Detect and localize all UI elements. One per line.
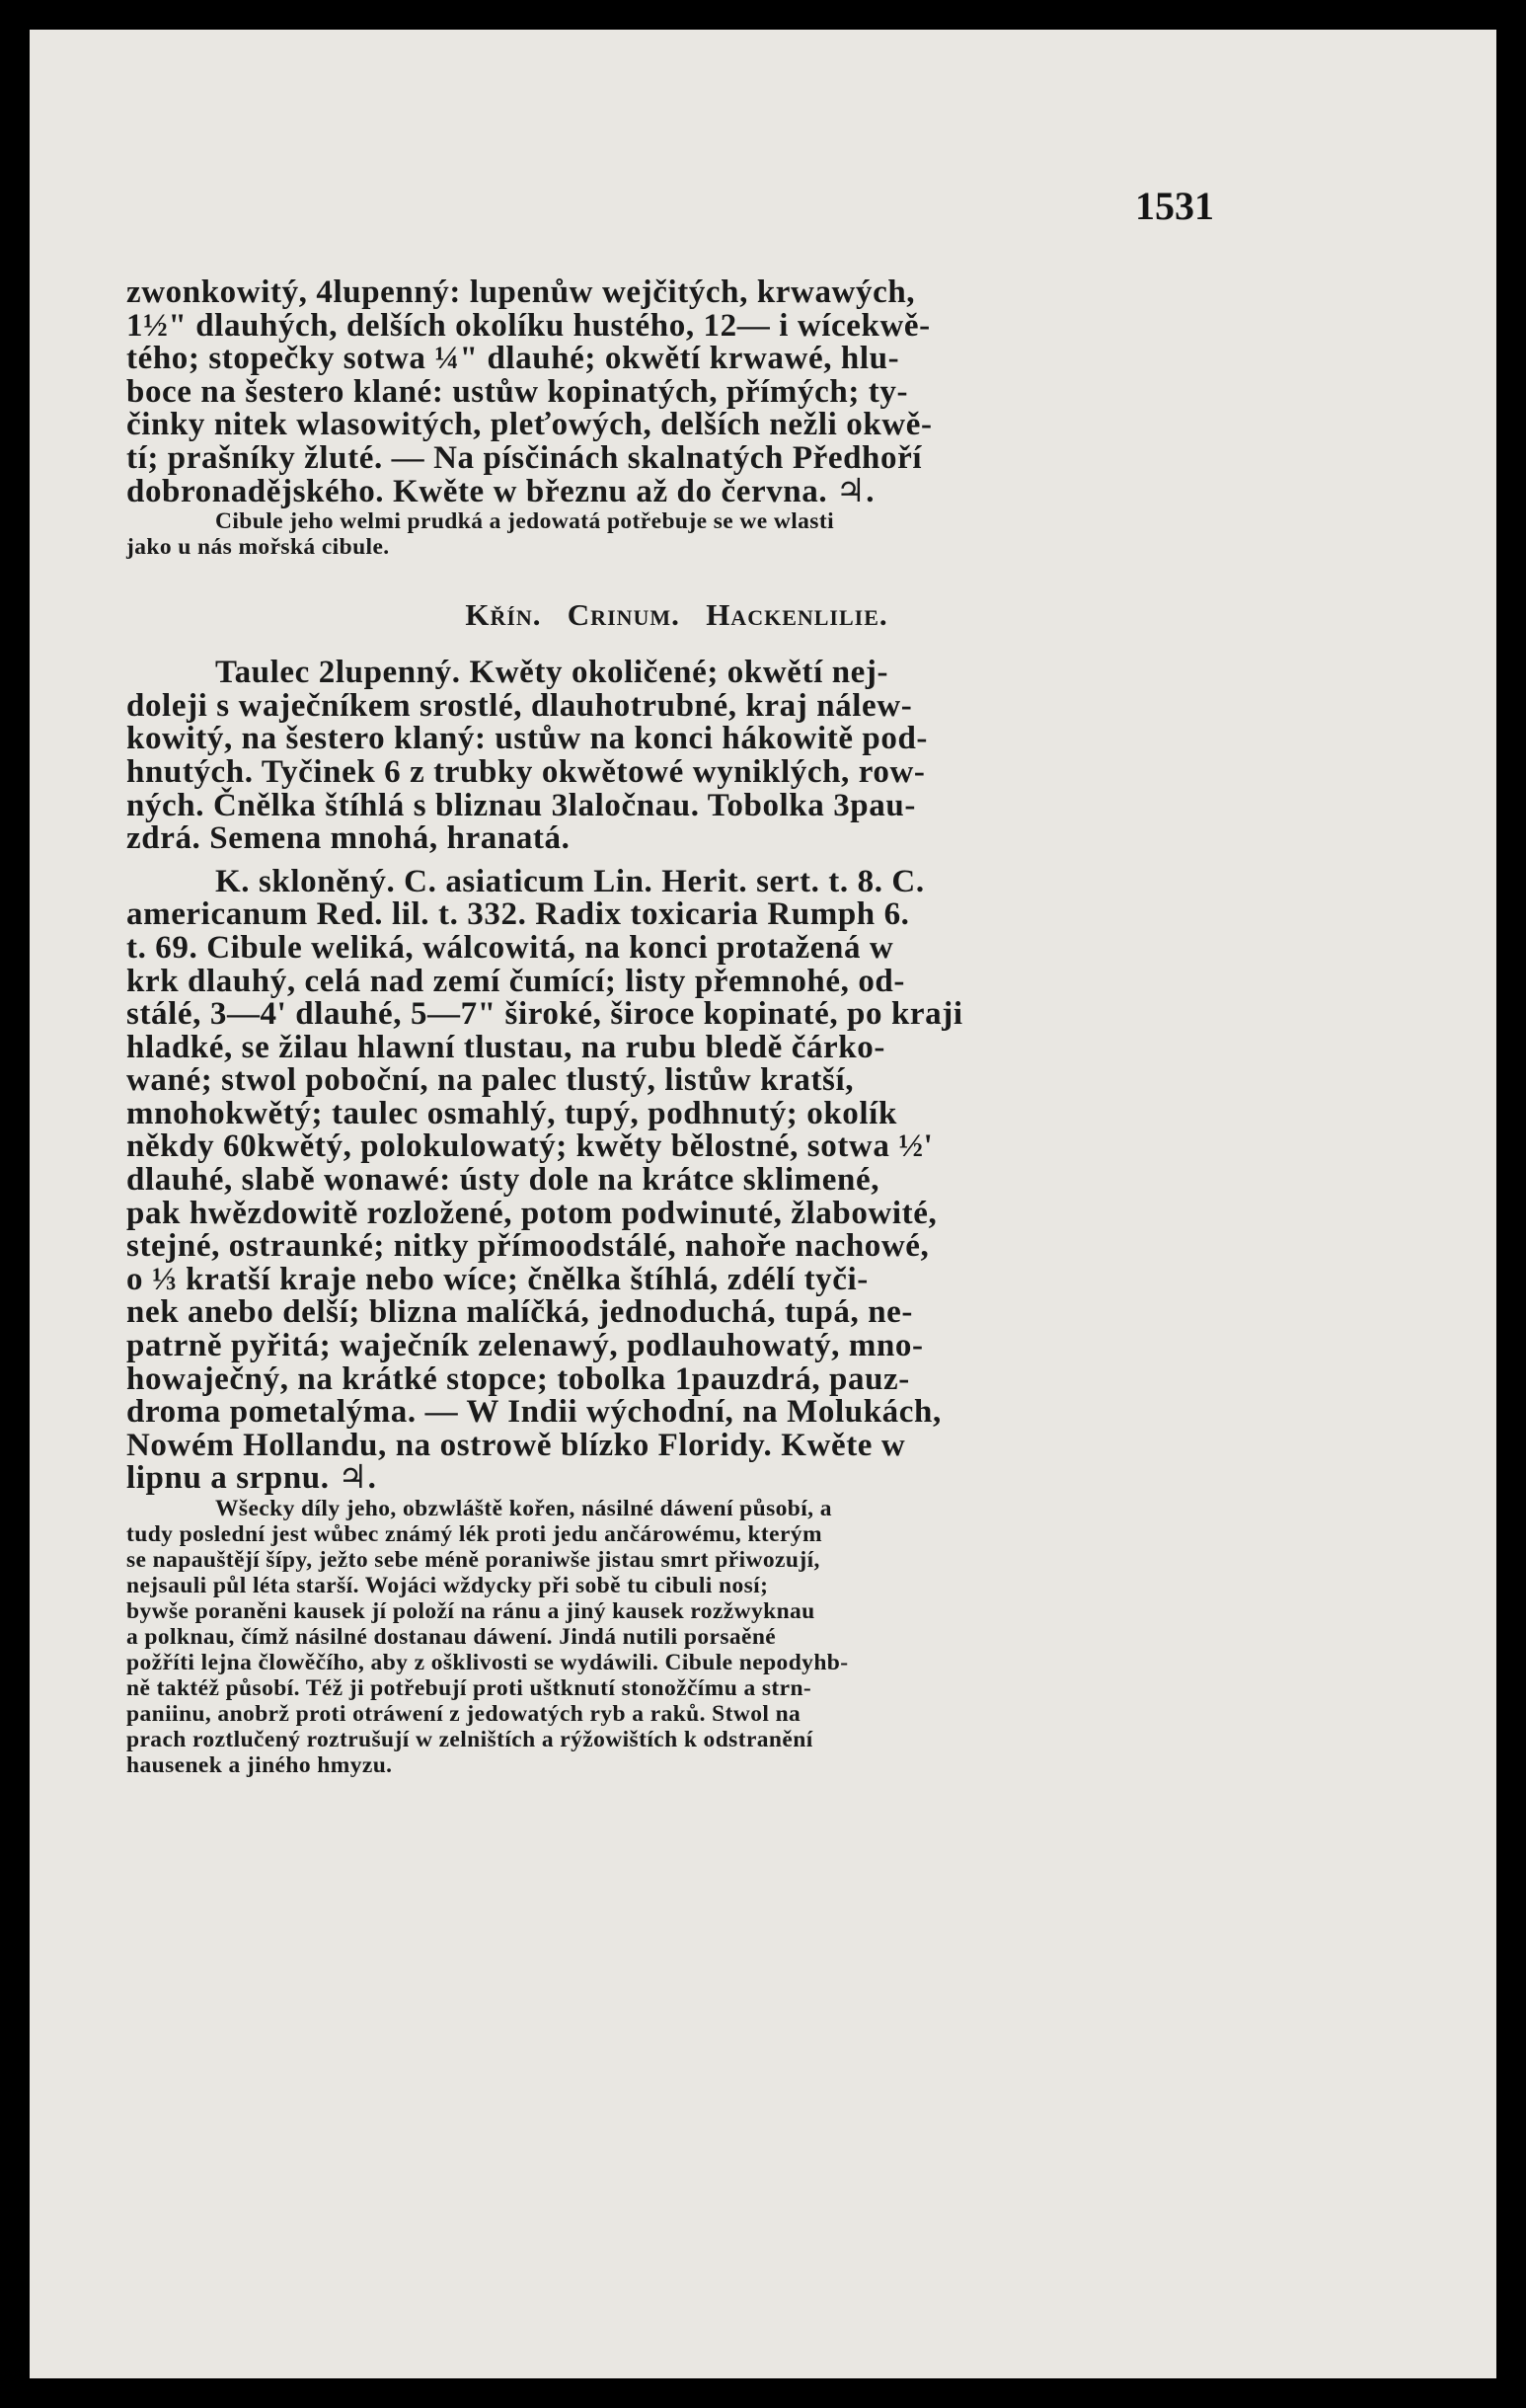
text-line: howaječný, na krátké stopce; tobolka 1pauzdrá, pauz-: [126, 1360, 910, 1397]
book-page: [30, 30, 1496, 2378]
note-line: se napauštějí šípy, ježto sebe méně poraniwše jistau smrt přiwozují,: [126, 1547, 820, 1573]
text-line: kowitý, na šestero klaný: ustůw na konci hákowitě pod-: [126, 721, 929, 757]
text-line: mnohokwětý; taulec osmahlý, tupý, podhnutý; okolík: [126, 1095, 897, 1131]
heading-german: Hackenlilie.: [706, 597, 888, 633]
page-number: 1531: [1135, 184, 1214, 228]
text-line: hladké, se žilau hlawní tlustau, na rubu bledě čárko-: [126, 1029, 885, 1065]
text-line: stálé, 3—4' dlauhé, 5—7" široké, široce kopinaté, po kraji: [126, 996, 963, 1033]
heading-latin: Crinum.: [567, 597, 680, 633]
text-line: krk dlauhý, celá nad zemí čumící; listy přemnohé, od-: [126, 963, 905, 999]
footnote-2: [126, 1496, 1227, 1778]
text-line: tého; stopečky sotwa ¼" dlauhé; okwětí krwawé, hlu-: [126, 341, 900, 377]
text-line: tí; prašníky žluté. — Na písčinách skalnatých Předhoří: [126, 439, 923, 476]
text-line: dobronadějského. Kwěte w březnu až do června. ♃.: [126, 473, 876, 509]
note-line: Cibule jeho welmi prudká a jedowatá potřebuje se we wlasti: [215, 508, 834, 535]
text-line: hnutých. Tyčinek 6 z trubky okwětowé wyniklých, row-: [126, 753, 926, 790]
genus-heading: [126, 595, 1227, 635]
text-line: wané; stwol poboční, na palec tlustý, listůw kratší,: [126, 1062, 855, 1099]
note-line: hausenek a jiného hmyzu.: [126, 1752, 393, 1778]
note-line: požříti lejna člowěčího, aby z ošklivosti se wydáwili. Cibule nepodyhb-: [126, 1650, 849, 1675]
text-line: Nowém Hollandu, na ostrowě blízko Floridy. Kwěte w: [126, 1427, 906, 1463]
note-line: paniinu, anobrž proti otráwení z jedowatých ryb a raků. Stwol na: [126, 1701, 801, 1727]
text-line: t. 69. Cibule weliká, wálcowitá, na konci protažená w: [126, 929, 894, 966]
text-line: zwonkowitý, 4lupenný: lupenůw wejčitých, krwawých,: [126, 274, 916, 310]
note-line: prach roztlučený roztrušují w zelništích a rýžowištích k odstranění: [126, 1727, 813, 1752]
note-line: tudy poslední jest wůbec známý lék proti jedu ančárowému, kterým: [126, 1521, 822, 1547]
paragraph-2: [126, 657, 1227, 856]
text-column: [126, 276, 1227, 1778]
heading-czech: Křín.: [465, 597, 542, 633]
text-line: americanum Red. lil. t. 332. Radix toxicaria Rumph 6.: [126, 896, 910, 933]
text-line: K. skloněný. C. asiaticum Lin. Herit. sert. t. 8. C.: [215, 863, 925, 899]
text-line: lipnu a srpnu. ♃.: [126, 1460, 377, 1497]
note-line: jako u nás mořská cibule.: [126, 534, 390, 561]
paragraph-1: [126, 276, 1227, 508]
text-line: droma pometalýma. — W Indii wýchodní, na Molukách,: [126, 1394, 942, 1431]
text-line: zdrá. Semena mnohá, hranatá.: [126, 820, 571, 857]
note-line: a polknau, čímž násilné dostanau dáwení. Jindá nutili porsaěné: [126, 1624, 777, 1650]
text-line: 1½" dlauhých, delších okolíku hustého, 12— i wícekwě-: [126, 307, 931, 344]
text-line: ných. Čnělka štíhlá s bliznau 3laločnau. Tobolka 3pau-: [126, 787, 916, 823]
paragraph-3: [126, 863, 1227, 1497]
text-line: Taulec 2lupenný. Kwěty okoličené; okwětí nej-: [215, 655, 889, 691]
text-line: dlauhé, slabě wonawé: ústy dole na krátce sklimené,: [126, 1162, 880, 1199]
text-line: boce na šestero klané: ustůw kopinatých, přímých; ty-: [126, 373, 909, 410]
note-line: Wšecky díly jeho, obzwláště kořen, násilné dáwení působí, a: [215, 1496, 832, 1521]
note-line: bywše poraněni kausek jí položí na ránu a jiný kausek rozžwyknau: [126, 1598, 815, 1624]
note-line: ně taktéž působí. Též ji potřebují proti uštknutí stonožčímu a strn-: [126, 1675, 812, 1701]
note-line: nejsauli půl léta starší. Wojáci wždycky při sobě tu cibuli nosí;: [126, 1573, 769, 1598]
text-line: někdy 60kwětý, polokulowatý; kwěty bělostné, sotwa ½': [126, 1128, 934, 1165]
text-line: o ⅓ kratší kraje nebo wíce; čnělka štíhlá, zdélí tyči-: [126, 1261, 869, 1297]
text-line: stejné, ostraunké; nitky přímoodstálé, nahoře nachowé,: [126, 1228, 930, 1265]
text-line: pak hwězdowitě rozložené, potom podwinuté, žlabowité,: [126, 1195, 938, 1231]
text-line: patrně pyřitá; waječník zelenawý, podlauhowatý, mno-: [126, 1328, 924, 1364]
footnote-1: [126, 508, 1227, 560]
text-line: nek anebo delší; blizna malíčká, jednoduchá, tupá, ne-: [126, 1294, 914, 1331]
text-line: doleji s waječníkem srostlé, dlauhotrubné, kraj nálew-: [126, 687, 913, 724]
text-line: činky nitek wlasowitých, pleťowých, delších nežli okwě-: [126, 407, 933, 443]
